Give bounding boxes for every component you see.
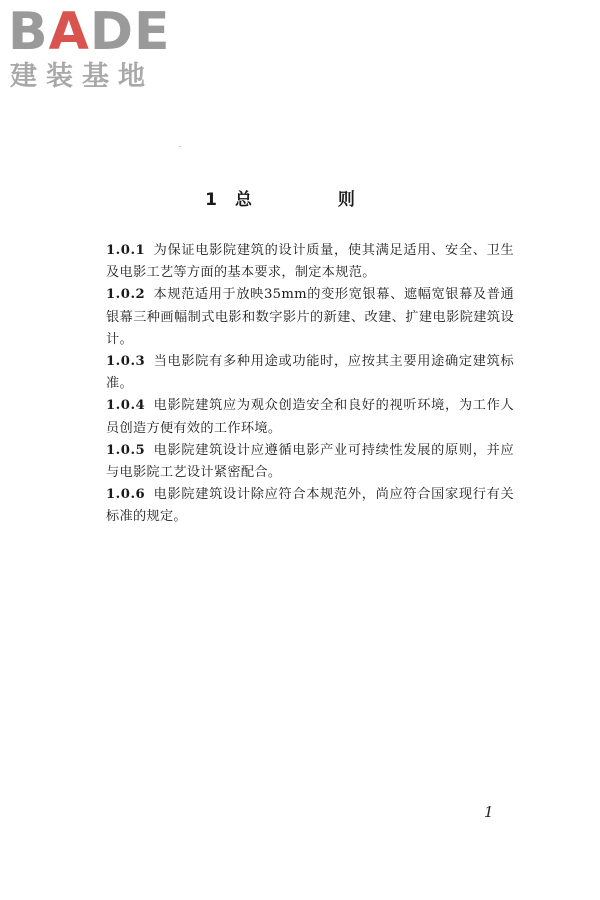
watermark-subtitle: 建装基地: [10, 61, 154, 92]
clause-number: 1.0.1: [106, 243, 146, 258]
clause-text: 为保证电影院建筑的设计质量，使其满足适用、安全、卫生及电影工艺等方面的基本要求，制定本规范。: [106, 243, 514, 281]
clause-text: 电影院建筑应为观众创造安全和良好的视听环境，为工作人员创造方便有效的工作环境。: [106, 398, 514, 436]
clause-text: 当电影院有多种用途或功能时，应按其主要用途确定建筑标准。: [106, 354, 514, 392]
clause-number: 1.0.3: [106, 354, 146, 370]
clause-1-0-5: [106, 440, 514, 484]
clause-1-0-3: [106, 351, 514, 395]
clause-text: 电影院建筑设计除应符合本规范外，尚应符合国家现行有关标准的规定。: [106, 487, 514, 525]
clause-number: 1.0.6: [106, 487, 146, 503]
clause-1-0-4: [106, 395, 514, 439]
clause-text: 本规范适用于放映35mm的变形宽银幕、遮幅宽银幕及普通银幕三种画幅制式电影和数字影片的新建、改建、扩建电影院建筑设计。: [106, 287, 514, 347]
chapter-title: [0, 188, 600, 212]
clause-1-0-6: [106, 484, 514, 528]
clause-number: 1.0.5: [106, 442, 146, 458]
clause-1-0-2: [106, 284, 514, 351]
page-number: 1: [484, 803, 494, 821]
clause-number: 1.0.2: [106, 287, 146, 303]
watermark-brand: BADE: [8, 2, 171, 62]
scan-speck: [179, 146, 181, 147]
clause-number: 1.0.4: [106, 398, 146, 414]
chapter-number: 1: [205, 190, 219, 210]
clause-list: [106, 240, 514, 529]
clause-text: 电影院建筑设计应遵循电影产业可持续性发展的原则，并应与电影院工艺设计紧密配合。: [106, 442, 514, 481]
watermark-logo: [8, 4, 178, 94]
chapter-name: 总 则: [234, 190, 395, 210]
clause-1-0-1: [106, 240, 514, 284]
